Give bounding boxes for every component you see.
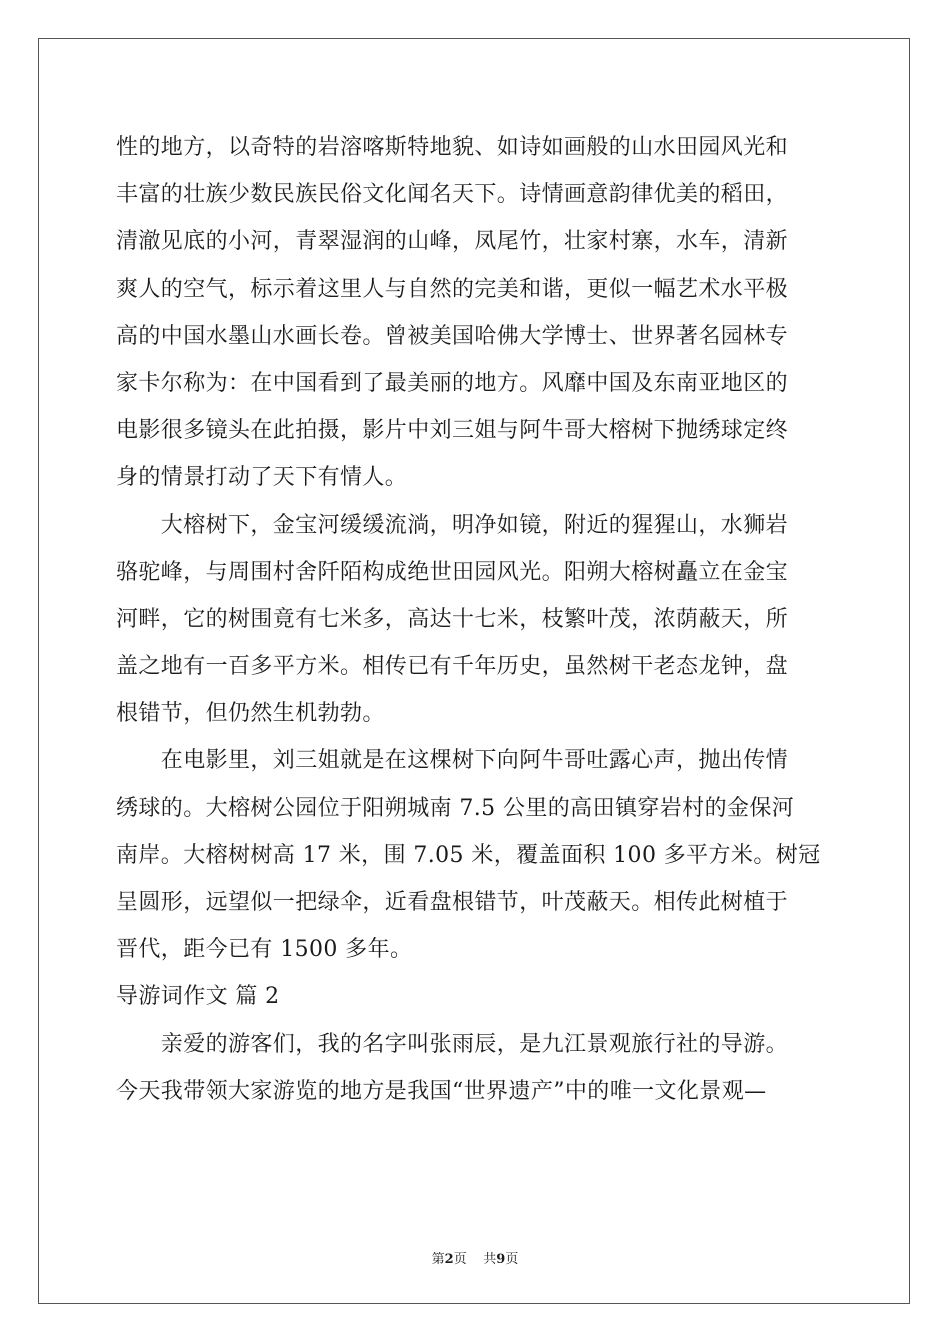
text-line: 爽人的空气，标示着这里人与自然的完美和谐，更似一幅艺术水平极 <box>116 276 789 302</box>
text-line: 呈圆形，远望似一把绿伞，近看盘根错节，叶茂蔽天。相传此树植于 <box>116 890 789 915</box>
text-line: 大榕树下，金宝河缓缓流淌，明净如镜，附近的猩猩山，水狮岩 <box>116 512 789 538</box>
text-line: 高的中国水墨山水画长卷。曾被美国哈佛大学博士、世界著名园林专 <box>116 323 789 349</box>
text-line: 今天我带领大家游览的地方是我国“世界遗产”中的唯一文化景观— <box>116 1078 767 1104</box>
text-line: 根错节，但仍然生机勃勃。 <box>116 701 385 727</box>
text-line: 性的地方，以奇特的岩溶喀斯特地貌、如诗如画般的山水田园风光和 <box>116 135 789 160</box>
total-suffix: 页 <box>505 1252 519 1267</box>
text-line: 在电影里，刘三姐就是在这棵树下向阿牛哥吐露心声，抛出传情 <box>116 748 789 774</box>
text-line: 盖之地有一百多平方米。相传已有千年历史，虽然树干老态龙钟，盘 <box>116 654 789 680</box>
document-body <box>116 124 836 1115</box>
page-footer <box>0 1248 950 1267</box>
text-line: 骆驼峰，与周围村舍阡陌构成绝世田园风光。阳朔大榕树矗立在金宝 <box>116 559 789 585</box>
text-line: 亲爱的游客们，我的名字叫张雨辰，是九江景观旅行社的导游。 <box>116 1031 789 1057</box>
text-line: 清澈见底的小河，青翠湿润的山峰，凤尾竹，壮家村寨，水车，清新 <box>116 229 789 255</box>
page-suffix: 页 <box>453 1252 467 1267</box>
text-line: 电影很多镜头在此拍摄，影片中刘三姐与阿牛哥大榕树下抛绣球定终 <box>116 418 789 444</box>
text-line: 丰富的壮族少数民族民俗文化闻名天下。诗情画意韵律优美的稻田， <box>116 182 789 208</box>
total-prefix: 共 <box>483 1252 497 1267</box>
text-line: 绣球的。大榕树公园位于阳朔城南 7.5 公里的高田镇穿岩村的金保河 <box>116 795 795 821</box>
section-heading: 导游词作文 篇 2 <box>116 984 280 1010</box>
total-pages: 9 <box>496 1252 506 1267</box>
text-line: 南岸。大榕树树高 17 米，围 7.05 米，覆盖面积 100 多平方米。树冠 <box>116 842 821 868</box>
page-number: 2 <box>444 1252 454 1267</box>
text-line: 晋代，距今已有 1500 多年。 <box>116 937 413 963</box>
page-prefix: 第 <box>431 1252 445 1267</box>
text-line: 河畔，它的树围竟有七米多，高达十七米，枝繁叶茂，浓荫蔽天，所 <box>116 606 789 632</box>
text-line: 家卡尔称为：在中国看到了最美丽的地方。风靡中国及东南亚地区的 <box>116 370 789 396</box>
text-line: 身的情景打动了天下有情人。 <box>116 465 408 491</box>
